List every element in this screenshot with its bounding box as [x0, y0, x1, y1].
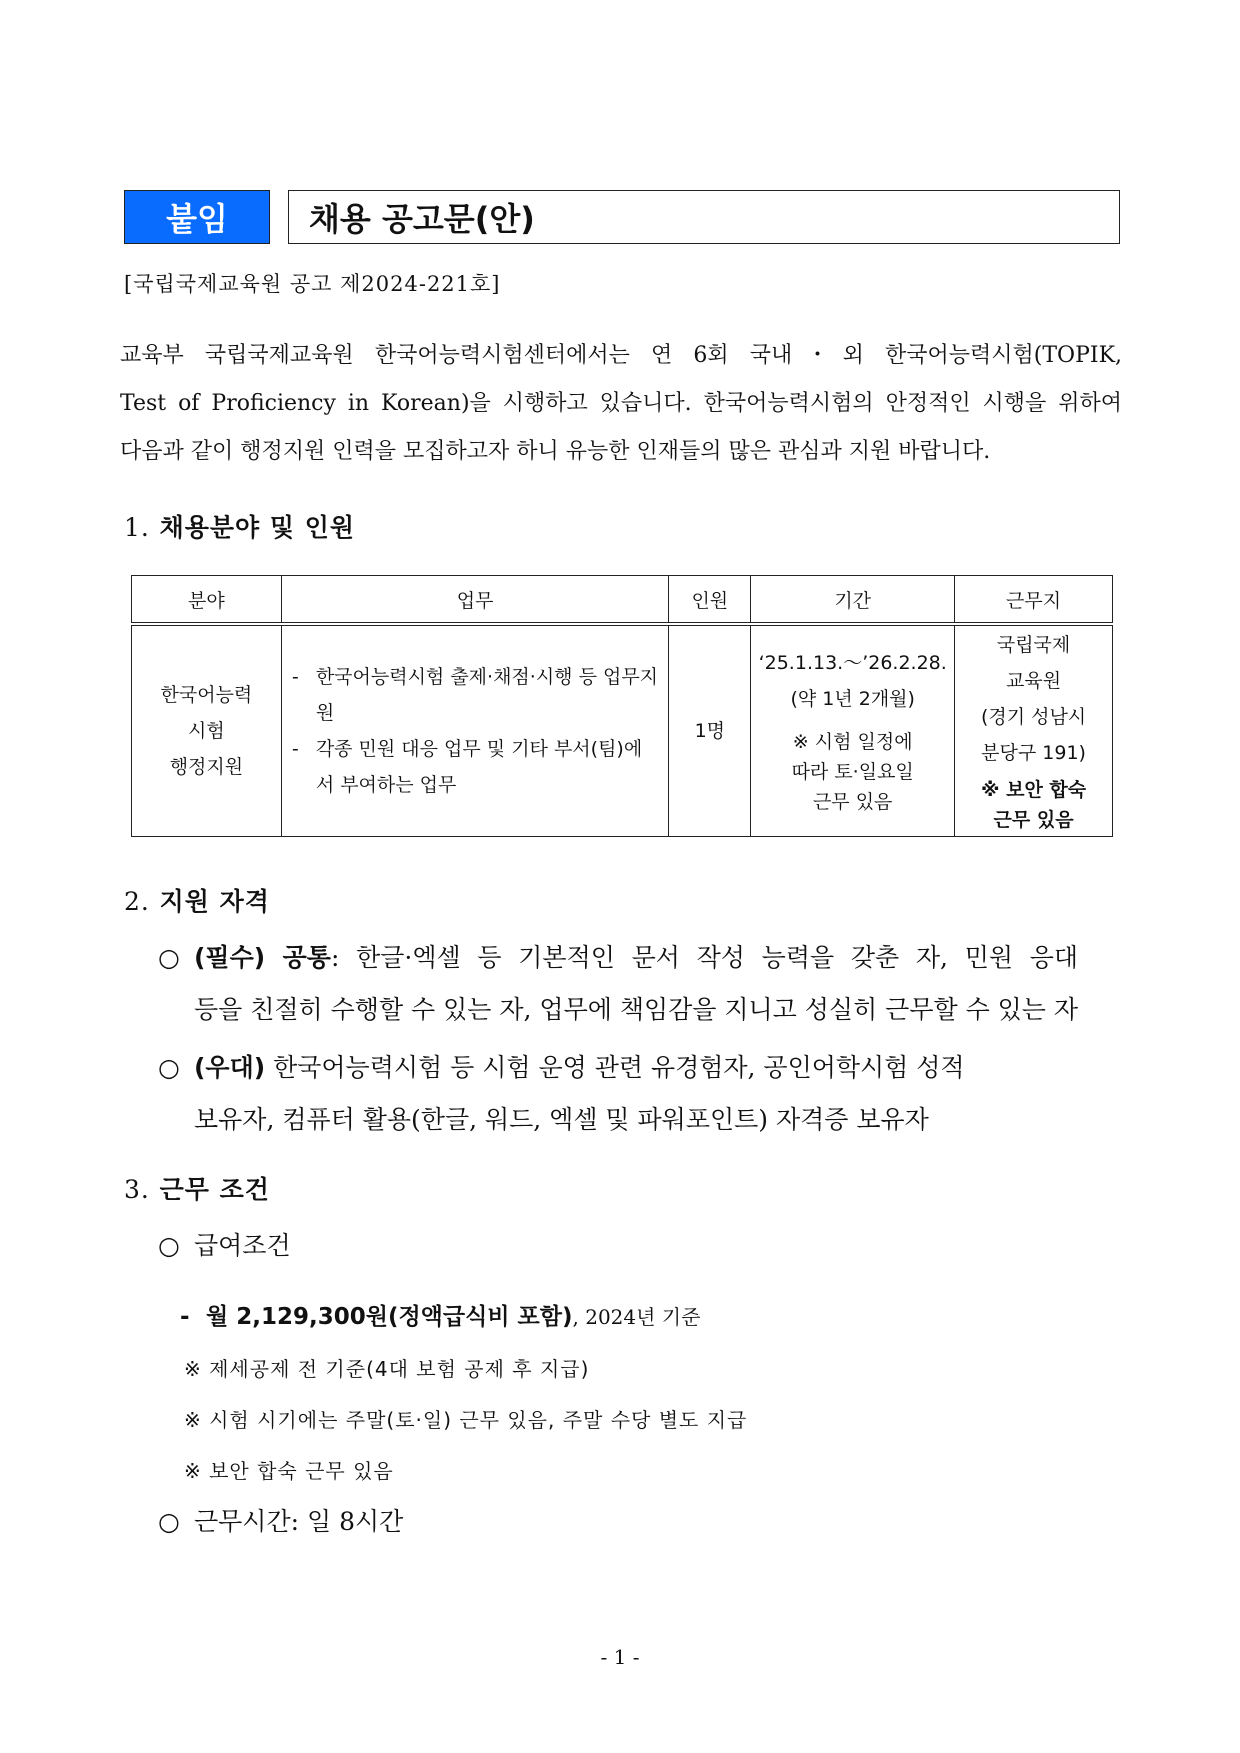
intro-paragraph — [120, 332, 1122, 476]
task-text: 각종 민원 대응 업무 및 기타 부서(팀)에서 부여하는 업무 — [315, 738, 643, 796]
intro-line: 다음과 같이 행정지원 인력을 모집하고자 하니 유능한 인재들의 많은 관심과 지원 바랍니다. — [120, 439, 991, 464]
period-note-line: 따라 토·일요일 — [791, 761, 914, 783]
recruitment-table — [131, 575, 1113, 837]
qualification-text: 한국어능력시험 등 시험 운영 관련 유경험자, 공인어학시험 성적 — [265, 1053, 965, 1082]
section-title: 지원 자격 — [159, 887, 270, 916]
period-range: ‘25.1.13.～’26.2.28. — [758, 652, 947, 674]
page-number: - 1 - — [600, 1645, 640, 1669]
location-note-line: ※ 보안 합숙 — [981, 779, 1087, 801]
period-note — [752, 727, 953, 817]
attachment-badge: 붙임 — [124, 190, 270, 244]
location-note — [956, 775, 1111, 835]
bullet-circle: ○ — [158, 1231, 180, 1260]
section-title: 근무 조건 — [159, 1175, 270, 1204]
task-text: 한국어능력시험 출제·채점·시행 등 업무지원 — [315, 666, 659, 724]
notice-number: [국립국제교육원 공고 제2024-221호] — [124, 272, 501, 296]
qualification-text: 등을 친절히 수행할 수 있는 자, 업무에 책임감을 지니고 성실히 근무할 수 있는 자 — [194, 995, 1079, 1024]
section-title: 채용분야 및 인원 — [159, 513, 356, 542]
qualification-preferred — [158, 1042, 1122, 1146]
headcount-cell: 1명 — [669, 624, 751, 837]
location-line: 교육원 — [1006, 670, 1062, 692]
document-title: 채용 공고문(안) — [288, 190, 1120, 244]
qualification-label: (우대) — [194, 1053, 266, 1082]
task-cell — [281, 624, 669, 837]
section-number: 3. — [124, 1175, 150, 1204]
pay-standard: , 2024년 기준 — [572, 1305, 701, 1329]
working-hours-text: 근무시간: 일 8시간 — [194, 1507, 404, 1536]
section-1-heading — [124, 508, 355, 544]
period-length: (약 1년 2개월) — [790, 688, 915, 710]
field-cell — [132, 624, 282, 837]
pay-conditions-heading — [158, 1226, 291, 1262]
qualification-text: 보유자, 컴퓨터 활용(한글, 워드, 엑셀 및 파워포인트) 자격증 보유자 — [194, 1105, 929, 1134]
location-note-line: 근무 있음 — [993, 809, 1074, 831]
section-3-heading — [124, 1170, 270, 1206]
pay-note: ※ 보안 합숙 근무 있음 — [184, 1459, 394, 1483]
pay-note: ※ 시험 시기에는 주말(토·일) 근무 있음, 주말 수당 별도 지급 — [184, 1408, 748, 1432]
field-line: 행정지원 — [169, 756, 244, 778]
column-header: 인원 — [669, 576, 751, 625]
location-cell — [955, 624, 1113, 837]
task-item — [292, 659, 661, 731]
dash-marker: - — [291, 666, 299, 688]
field-line: 시험 — [188, 720, 225, 742]
section-number: 2. — [124, 887, 150, 916]
pay-heading-text: 급여조건 — [194, 1231, 291, 1260]
working-hours — [158, 1502, 403, 1538]
table-row — [132, 624, 1113, 837]
pay-amount-line — [180, 1298, 700, 1331]
dash-marker: - — [291, 738, 299, 760]
column-header: 기간 — [751, 576, 955, 625]
period-note-line: ※ 시험 일정에 — [792, 731, 913, 753]
section-number: 1. — [124, 513, 150, 542]
period-note-line: 근무 있음 — [812, 791, 893, 813]
location-line: 국립국제 — [996, 634, 1071, 656]
intro-line: Test of Proficiency in Korean)을 시행하고 있습니다. 한국어능력시험의 안정적인 시행을 위하여 — [120, 391, 1122, 416]
section-2-heading — [124, 882, 270, 918]
qualification-text: : 한글·엑셀 등 기본적인 문서 작성 능력을 갖춘 자, 민원 응대 — [330, 943, 1079, 972]
qualification-label: (필수) 공통 — [194, 943, 331, 972]
pay-note: ※ 제세공제 전 기준(4대 보험 공제 후 지급) — [184, 1357, 590, 1381]
bullet-circle: ○ — [158, 1507, 180, 1536]
bullet-circle: ○ — [158, 1053, 180, 1082]
location-line: (경기 성남시 — [980, 706, 1087, 728]
field-line: 한국어능력 — [160, 684, 253, 706]
column-header: 업무 — [281, 576, 669, 625]
document-header — [124, 190, 1120, 244]
bullet-circle: ○ — [158, 943, 180, 972]
dash-marker: - — [180, 1304, 190, 1330]
column-header: 근무지 — [955, 576, 1113, 625]
task-item — [292, 731, 661, 803]
intro-line: 교육부 국립국제교육원 한국어능력시험센터에서는 연 6회 국내・외 한국어능력시험(TOPIK, — [120, 343, 1122, 368]
location-line: 분당구 191) — [981, 742, 1086, 764]
qualification-required — [158, 932, 1122, 1036]
pay-amount: 월 2,129,300원(정액급식비 포함) — [206, 1304, 573, 1330]
period-cell — [751, 624, 955, 837]
column-header: 분야 — [132, 576, 282, 625]
table-header-row — [132, 576, 1113, 625]
